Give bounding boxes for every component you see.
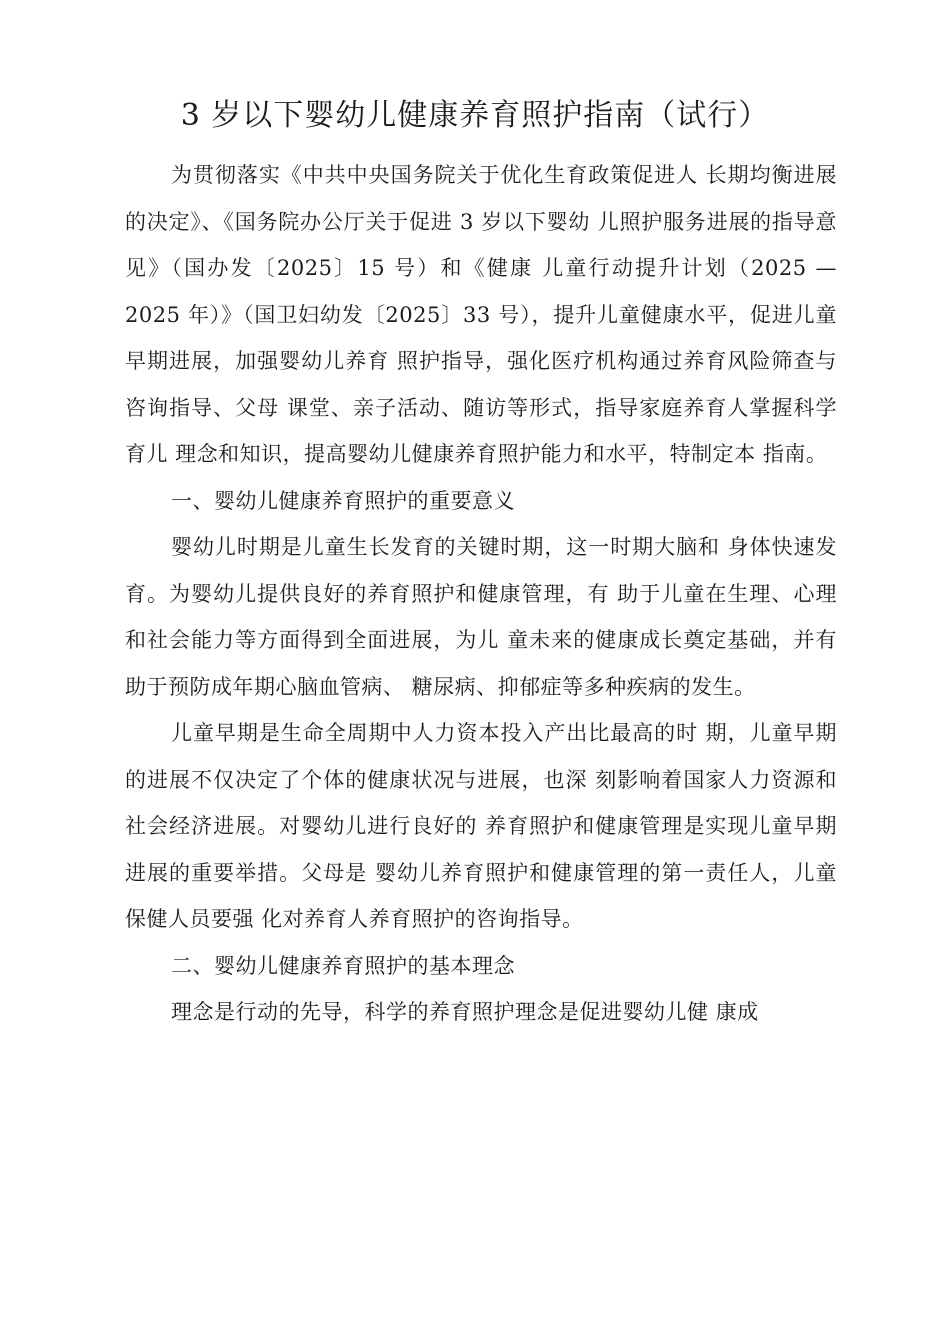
section-2-paragraph-1: 理念是行动的先导，科学的养育照护理念是促进婴幼儿健 康成 (171, 1000, 759, 1024)
section-2-heading: 二、婴幼儿健康养育照护的基本理念 (171, 953, 515, 978)
section-1-paragraph-2: 儿童早期是生命全周期中人力资本投入产出比最高的时 期，儿童早期的进展不仅决定了个体的健康状况与进展，也深 刻影响着国家人力资源和社会经济进展。对婴幼儿进行良好的 养育照护和健康管理是实现儿童早期进展的重要举措。父母是 婴幼儿养育照护和健康管理的第一责任人，儿童保健人员要强 化对养育人养育照护的咨询指导。 (125, 721, 837, 931)
document-body (125, 152, 837, 1036)
section-1-paragraph-1: 婴幼儿时期是儿童生长发育的关键时期，这一时期大脑和 身体快速发育。为婴幼儿提供良好的养育照护和健康管理，有 助于儿童在生理、心理和社会能力等方面得到全面进展，为儿 童未来的健康成长奠定基础，并有助于预防成年期心脑血管病、 糖尿病、抑郁症等多种疾病的发生。 (125, 535, 837, 699)
section-1-heading: 一、婴幼儿健康养育照护的重要意义 (171, 488, 515, 513)
intro-paragraph: 为贯彻落实《中共中央国务院关于优化生育政策促进人 长期均衡进展的决定》、《国务院办公厅关于促进 3 岁以下婴幼 儿照护服务进展的指导意见》（国办发〔2025〕15 号）和《健康 儿童行动提升计划（2025 — 2025 年）》（国卫妇幼发〔2025〕33 号），提升儿童健康水平，促进儿童早期进展，加强婴幼儿养育 照护指导，强化医疗机构通过养育风险筛查与咨询指导、父母 课堂、亲子活动、随访等形式，指导家庭养育人掌握科学育儿 理念和知识，提高婴幼儿健康养育照护能力和水平，特制定本 指南。 (125, 163, 837, 466)
document-title: 3 岁以下婴幼儿健康养育照护指南（试行） (180, 98, 770, 133)
